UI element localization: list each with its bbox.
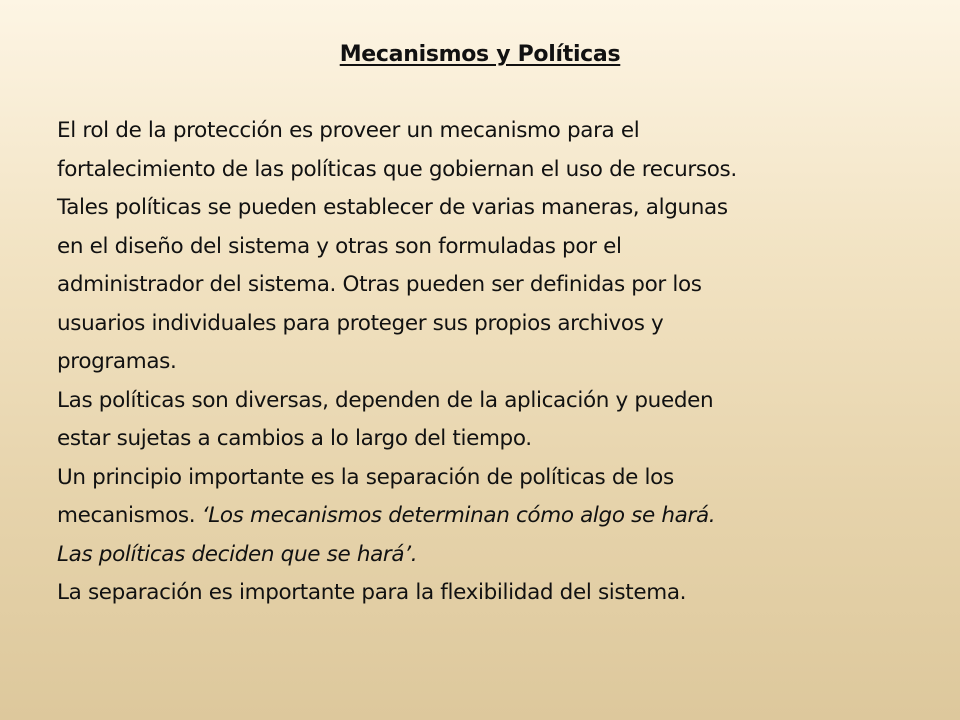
body-line — [57, 420, 937, 459]
italic-quote: ‘Los mecanismos determinan cómo algo se hará. — [201, 503, 716, 528]
line-text: Tales políticas se pueden establecer de varias maneras, algunas — [57, 195, 728, 220]
body-line — [57, 112, 937, 151]
line-text: La separación es importante para la flexibilidad del sistema. — [57, 580, 687, 605]
body-line — [57, 536, 937, 575]
line-text: usuarios individuales para proteger sus propios archivos y — [57, 310, 664, 336]
line-text: en el diseño del sistema y otras son formuladas por el — [57, 233, 622, 259]
slide-title: Mecanismos y Políticas — [339, 42, 621, 67]
body-line — [57, 459, 937, 498]
line-text: El rol de la protección es proveer un mecanismo para el — [57, 118, 640, 143]
body-line — [57, 228, 937, 267]
body-line — [57, 497, 937, 536]
body-line — [57, 189, 937, 228]
line-text: fortalecimiento de las políticas que gobiernan el uso de recursos. — [57, 156, 737, 182]
line-text: Un principio importante es la separación de políticas de los — [57, 464, 674, 490]
body-line — [57, 574, 937, 613]
body-line — [57, 382, 937, 421]
body-line — [57, 343, 937, 382]
body-line — [57, 305, 937, 344]
body-line — [57, 151, 937, 190]
line-text: administrador del sistema. Otras pueden ser definidas por los — [57, 272, 702, 297]
body-line — [57, 266, 937, 305]
line-text: estar sujetas a cambios a lo largo del tiempo. — [57, 426, 532, 451]
italic-quote: Las políticas deciden que se hará’. — [57, 541, 418, 567]
slide-body — [57, 112, 937, 613]
line-text: programas. — [57, 349, 177, 374]
line-text: mecanismos. — [57, 503, 202, 528]
line-text: Las políticas son diversas, dependen de la aplicación y pueden — [57, 387, 714, 413]
